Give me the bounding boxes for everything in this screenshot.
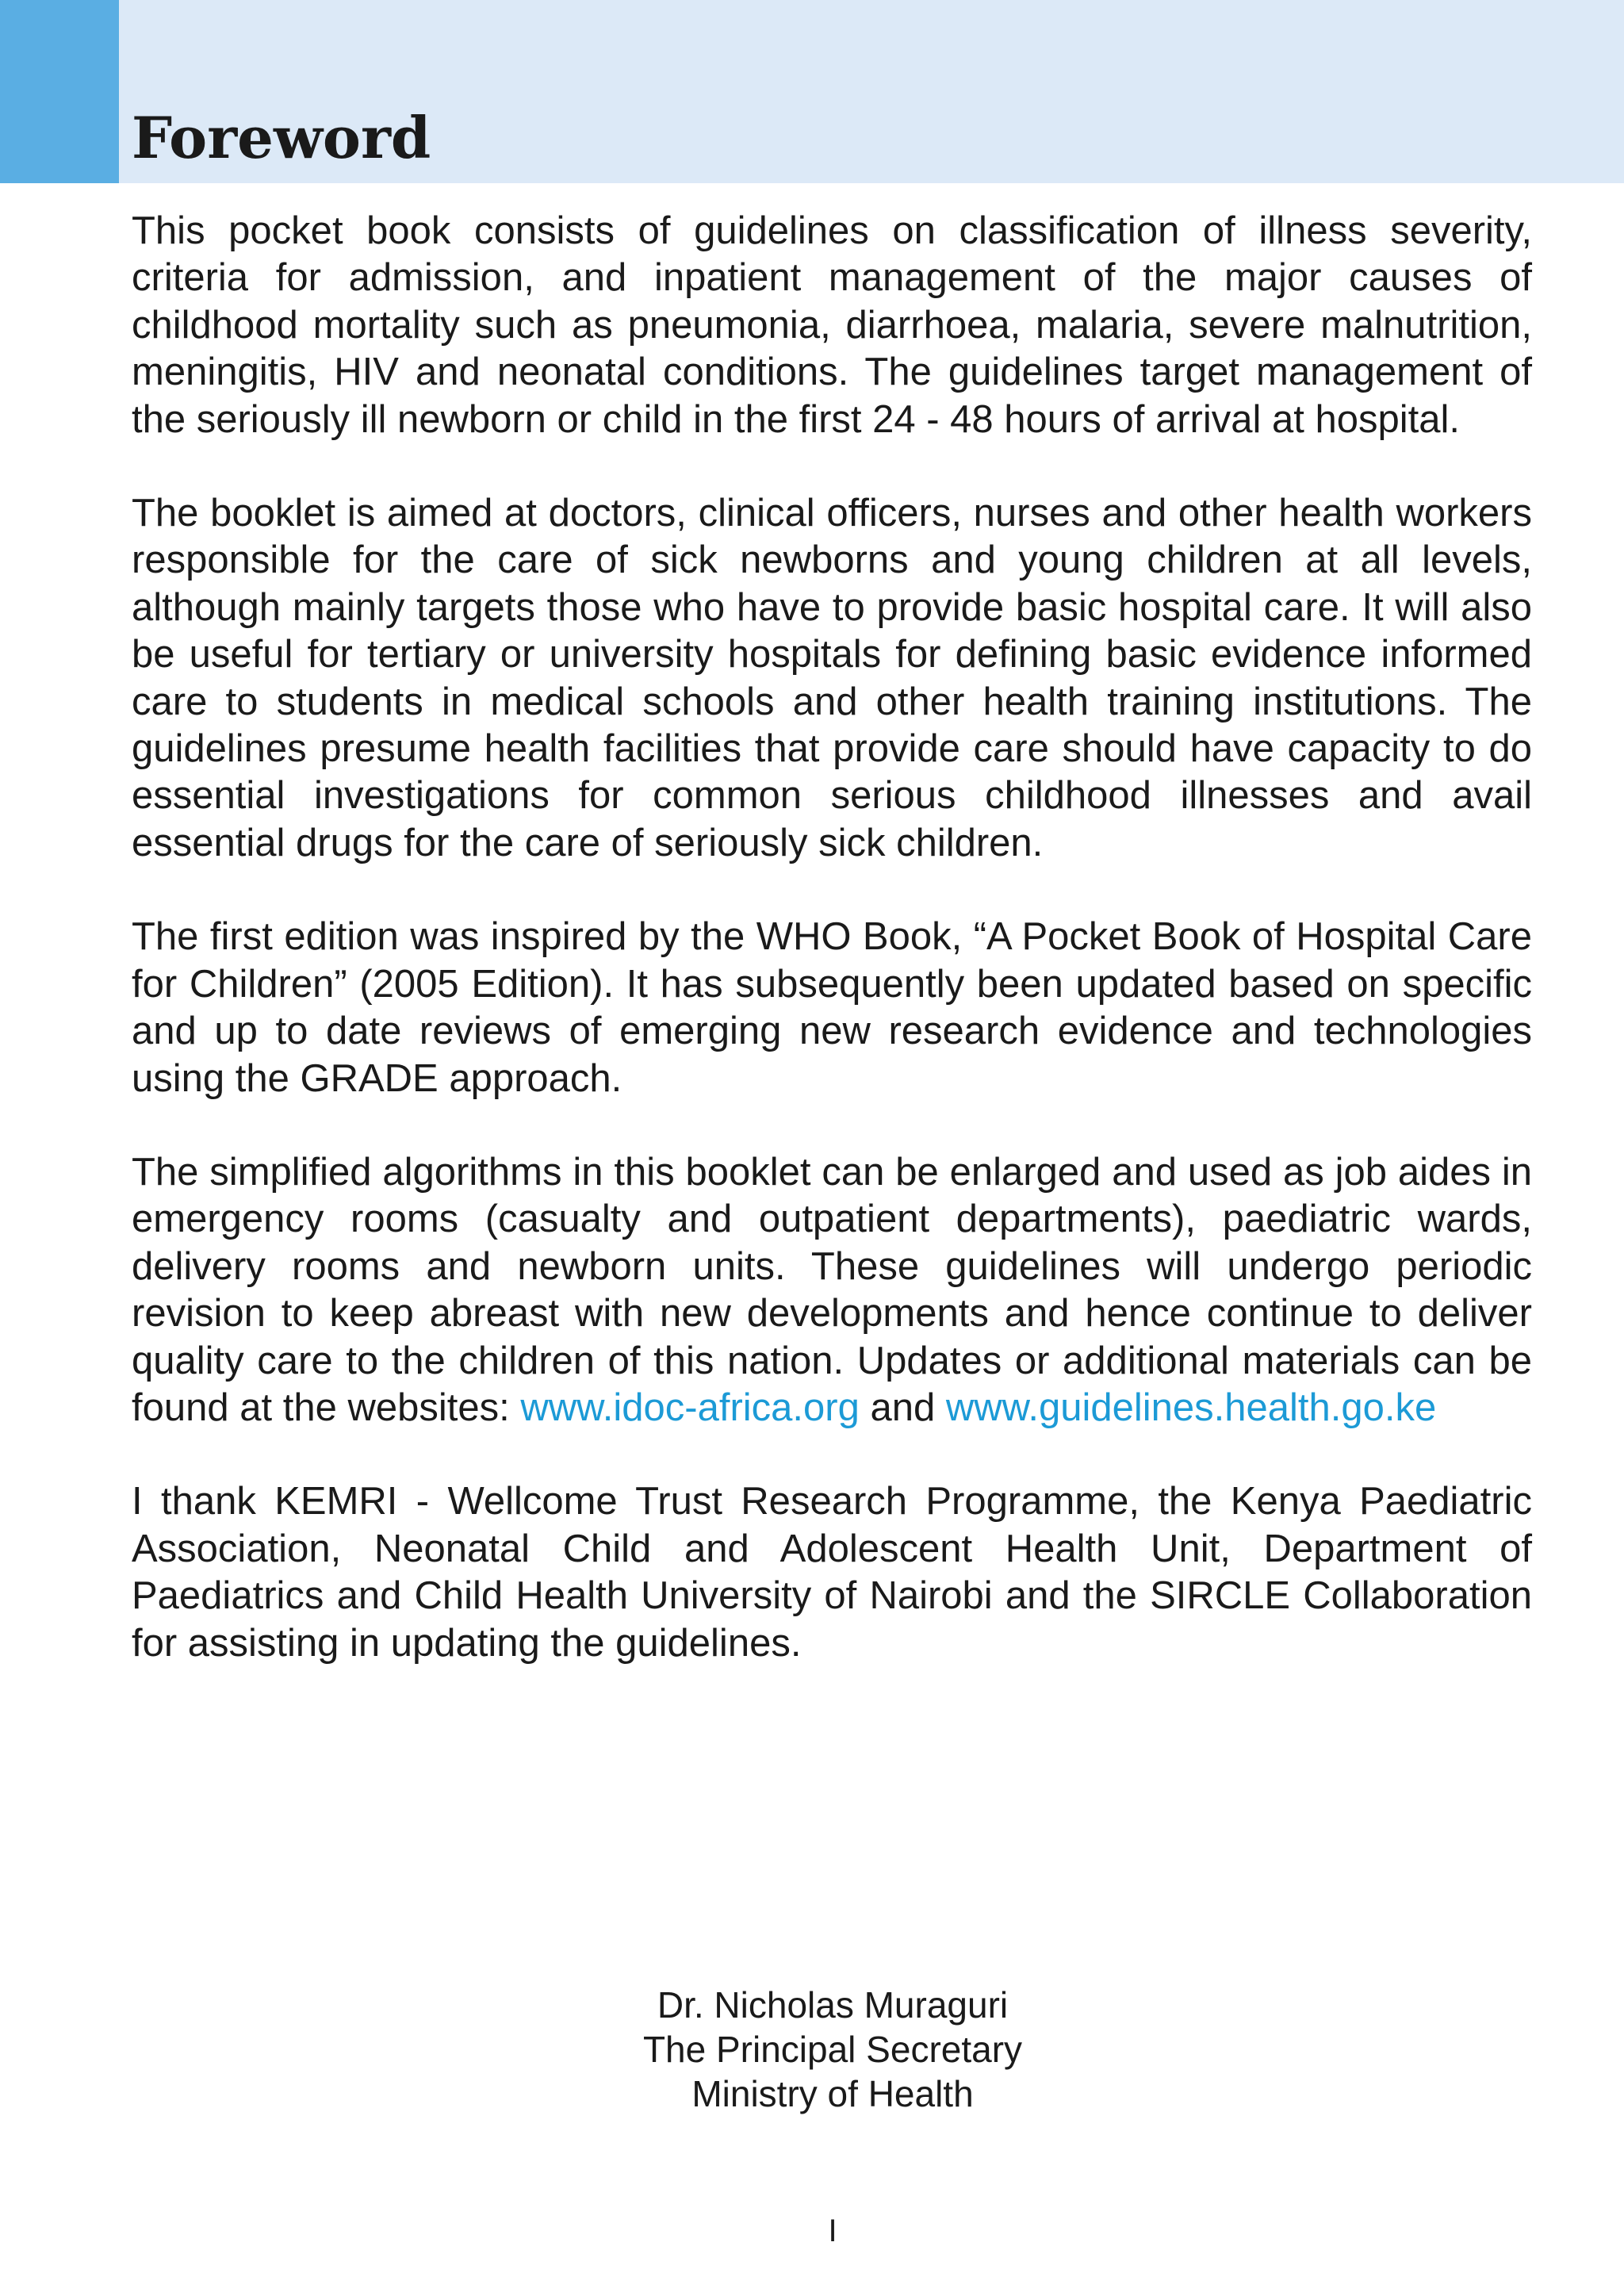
signatory-name: Dr. Nicholas Muraguri (657, 1984, 1009, 2026)
foreword-body (132, 208, 1532, 1714)
paragraph-scope: This pocket book consists of guidelines on classification of illness severity, criteria for admission, and inpatient management of the major causes of childhood mortality such as pneumonia, diarrhoea, malaria, severe malnutrition, meningitis, HIV and neonatal conditions. The guidelines target management of the seriously ill newborn or child in the first 24 - 48 hours of arrival at hospital. (132, 209, 1532, 441)
signatory-title: The Principal Secretary (642, 2029, 1023, 2070)
header-accent-bar (0, 0, 119, 183)
page-number: I (828, 2213, 837, 2248)
page-title: Foreword (132, 104, 431, 171)
paragraph-audience: The booklet is aimed at doctors, clinical officers, nurses and other health workers responsible for the care of sick newborns and young children at all levels, although mainly targets those who have to provide basic hospital care. It will also be useful for tertiary or university hospitals for defining basic evidence informed care to students in medical schools and other health training institutions. The guidelines presume health facilities that provide care should have capacity to do essential investigations for common serious childhood illnesses and avail essential drugs for the care of seriously sick children. (132, 492, 1532, 864)
idoc-africa-link[interactable]: www.idoc-africa.org (520, 1386, 860, 1429)
paragraph-usage-text: The simplified algorithms in this booklet can be enlarged and used as job aides in emergency rooms (casualty and outpatient departments), paediatric wards, delivery rooms and newborn units. These guidelines will undergo periodic revision to keep abreast with new developments and hence continue to deliver quality care to the children of this nation. Updates or additional materials can be found at the websites: (132, 1150, 1532, 1429)
paragraph-acknowledgements: I thank KEMRI - Wellcome Trust Research Programme, the Kenya Paediatric Association, Neonatal Child and Adolescent Health Unit, Department of Paediatrics and Child Health University of Nairobi and the SIRCLE Collaboration for assisting in updating the guidelines. (132, 1480, 1532, 1665)
paragraph-usage (132, 1149, 1532, 1432)
signatory-organization: Ministry of Health (691, 2073, 974, 2114)
link-connector-text: and (870, 1386, 936, 1429)
signature-block (0, 1983, 1624, 2116)
guidelines-health-link[interactable]: www.guidelines.health.go.ke (945, 1386, 1437, 1429)
paragraph-history: The first edition was inspired by the WHO Book, “A Pocket Book of Hospital Care for Children” (2005 Edition). It has subsequently been updated based on specific and up to date reviews of emerging new research evidence and technologies using the GRADE approach. (132, 915, 1532, 1100)
